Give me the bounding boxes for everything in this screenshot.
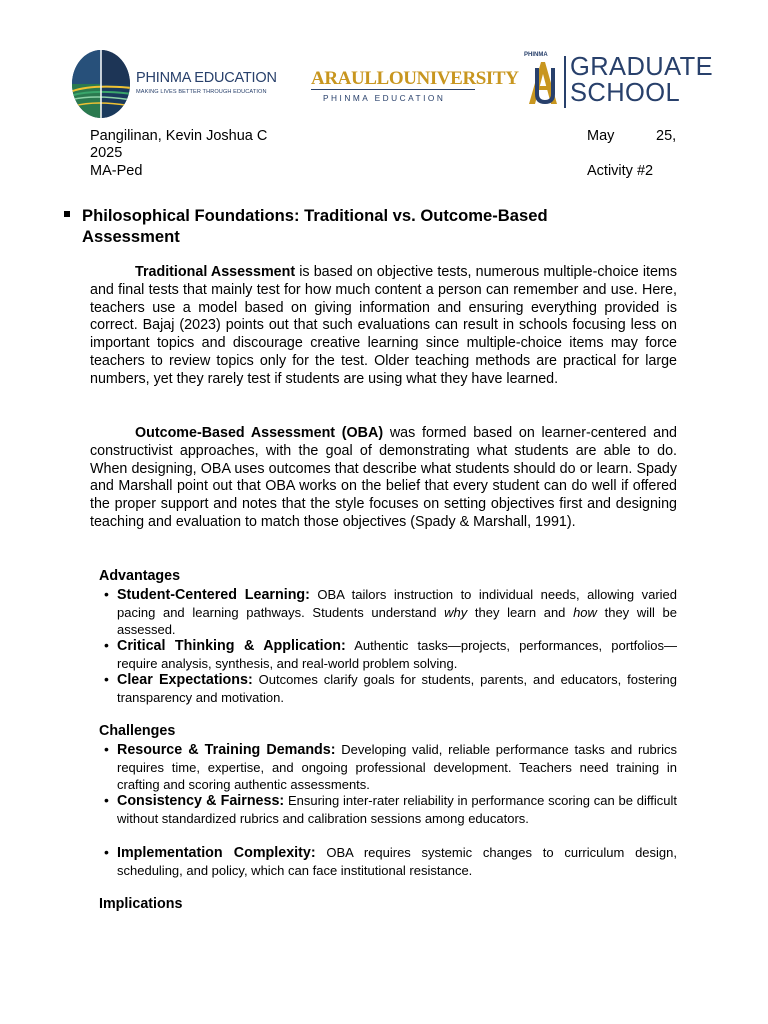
phinma-globe-icon bbox=[70, 48, 132, 120]
list-item bbox=[104, 586, 677, 638]
list-item bbox=[104, 844, 677, 879]
graduate-phinma-label: PHINMA bbox=[524, 52, 548, 58]
au-monogram-icon bbox=[525, 60, 561, 106]
paragraph-traditional bbox=[90, 264, 677, 389]
item-text: OBA tailors instruction to individual needs, allowing varied pacing and learning pathways. Students understand bbox=[117, 587, 678, 620]
araullo-university-logo bbox=[311, 68, 519, 108]
date-year: 2025 bbox=[90, 145, 123, 161]
item-label: Clear Expectations: bbox=[117, 672, 253, 688]
phinma-name: PHINMA EDUCATION bbox=[136, 70, 277, 86]
bullet-icon: • bbox=[104, 671, 109, 687]
phinma-tagline: MAKING LIVES BETTER THROUGH EDUCATION bbox=[136, 89, 267, 95]
item-text: Ensuring inter-rater reliability in performance scoring can be difficult without standardized rubrics and calibration sessions among educators. bbox=[117, 793, 677, 826]
paragraph-oba-text: was formed based on learner-centered and constructivist approaches, with the goal of demonstrating what students are able to do. When designing, OBA uses outcomes that describe what students should do or learn. Spady and Marshall point out that OBA works on the belief that every student can do well if offered the proper support and notes that the style focuses on setting objectives first and designing teaching and evaluation to match those objectives (Spady & Marshall, 1991). bbox=[90, 425, 677, 530]
item-text: they learn and bbox=[467, 605, 574, 620]
school-line: SCHOOL bbox=[570, 79, 681, 107]
list-item bbox=[104, 792, 677, 827]
paragraph-traditional-text: is based on objective tests, numerous multiple-choice items and final tests that mainly test for how much content a person can remember and use. Here, teachers use a model based on giving information and ensuring everything provided is correct. Bajaj (2023) points out that such evaluations can result in schools focusing less on important topics and discourage creative learning since multiple-choice items may force teachers to review topics only for the test. Older teaching methods are practical for large numbers, yet they rarely test if students are using what they have learned. bbox=[90, 264, 677, 387]
student-name: Pangilinan, Kevin Joshua C bbox=[90, 128, 268, 144]
challenges-heading: Challenges bbox=[99, 723, 176, 739]
item-label: Student-Centered Learning: bbox=[117, 587, 310, 603]
header-logos bbox=[0, 46, 768, 126]
bullet-icon: • bbox=[104, 637, 109, 653]
activity-number: Activity #2 bbox=[587, 163, 654, 179]
program: MA-Ped bbox=[90, 163, 143, 179]
list-item bbox=[104, 637, 677, 672]
item-text: Outcomes clarify goals for students, parents, and educators, fostering transparency and motivation. bbox=[117, 672, 677, 705]
graduate-school-text bbox=[570, 54, 713, 106]
araullo-subtitle: PHINMA EDUCATION bbox=[323, 93, 446, 103]
list-item bbox=[104, 741, 677, 793]
heading-bullet-icon bbox=[64, 211, 70, 217]
bullet-icon: • bbox=[104, 844, 109, 860]
date-month: May bbox=[587, 128, 615, 144]
paragraph-oba bbox=[90, 425, 677, 532]
bullet-icon: • bbox=[104, 741, 109, 757]
bullet-icon: • bbox=[104, 586, 109, 602]
item-text: Developing valid, reliable performance tasks and rubrics requires time, expertise, and ongoing professional development. Teachers need training in crafting and scoring authentic assessments. bbox=[117, 742, 678, 792]
item-text: Authentic tasks—projects, performances, portfolios—require analysis, synthesis, and real-world problem solving. bbox=[117, 638, 678, 671]
section-heading: Philosophical Foundations: Traditional vs. Outcome-Based Assessment bbox=[82, 206, 548, 246]
list-item bbox=[104, 671, 677, 706]
item-label: Critical Thinking & Application: bbox=[117, 638, 346, 654]
bullet-icon: • bbox=[104, 792, 109, 808]
date-day: 25, bbox=[656, 128, 677, 144]
item-emphasis: how bbox=[573, 605, 597, 620]
item-text: OBA requires systemic changes to curriculum design, scheduling, and policy, which can face institutional resistance. bbox=[117, 845, 677, 878]
term-oba: Outcome-Based Assessment (OBA) bbox=[135, 425, 384, 441]
araullo-divider bbox=[311, 89, 475, 90]
item-label: Resource & Training Demands: bbox=[117, 742, 336, 758]
implications-heading: Implications bbox=[99, 896, 183, 912]
graduate-line: GRADUATE bbox=[570, 53, 713, 81]
item-emphasis: why bbox=[444, 605, 468, 620]
graduate-school-logo bbox=[524, 50, 713, 116]
item-label: Implementation Complexity: bbox=[117, 845, 316, 861]
graduate-divider bbox=[564, 56, 566, 108]
item-label: Consistency & Fairness: bbox=[117, 793, 285, 809]
item-text: they will be assessed. bbox=[117, 605, 678, 637]
advantages-heading: Advantages bbox=[99, 568, 181, 584]
araullo-name: ARAULLOUNIVERSITY bbox=[311, 68, 519, 89]
term-traditional: Traditional Assessment bbox=[135, 264, 296, 280]
phinma-education-logo bbox=[70, 48, 277, 122]
